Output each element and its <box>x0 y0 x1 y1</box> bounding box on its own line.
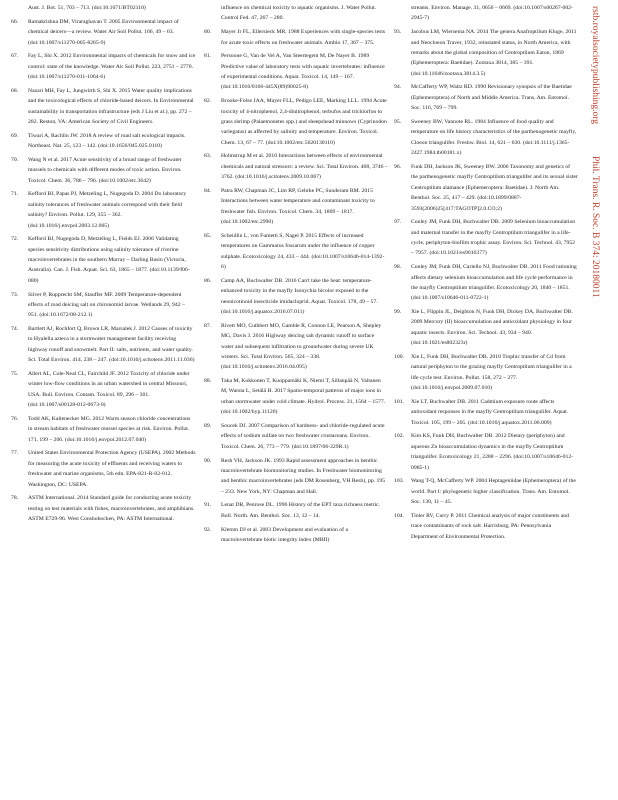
reference-text: Silver P, Rupprecht SM, Stauffer MF. 2009 Temperature-dependent effects of road deicing salt on chironomid larvae. Wetlands 29, 942 – 951. (doi:10.1672/08-212.1) <box>28 291 185 319</box>
reference-item <box>394 262 578 304</box>
reference-text: Klemm DJ et al. 2003 Development and evaluation of a macroinvertebrate biotic integrity index (MBII) <box>221 526 348 543</box>
reference-item <box>394 27 578 79</box>
reference-text: Fay L, Shi X. 2012 Environmental impacts of chemicals for snow and ice control: state of the knowledge. Water Air Soil Pollut. 223, 2751 – 2770. (doi:10.1007/s11270-011-1064-6) <box>28 53 196 81</box>
reference-text: Scheidlin L, von Fumetti S, Nagel P. 2015 Effects of increased temperatures on Gammarus fossarum under the influence of copper sulphate. Ecotoxicology 24, 433 – 444. (doi:10.1007/s10646-014-1392-6) <box>221 232 385 271</box>
reference-number: 74. <box>11 326 19 333</box>
reference-item <box>11 3 196 13</box>
reference-text: Mayer Jr FL, Ellersieck MR. 1988 Experiences with single-species tests for acute toxic effects on freshwater animals. Ambio 17, 367 – 375. <box>221 29 386 46</box>
reference-number: 70. <box>11 156 19 163</box>
reference-text: Ramakrishna DM, Viraraghavan T. 2005 Environmental impact of chemical deicers—a review. Water Air Soil Pollut. 166, 49 – 63. (doi:10.1007/s11270-005-8265-9) <box>28 18 179 46</box>
references-column-3 <box>394 3 578 545</box>
reference-item <box>204 321 388 373</box>
reference-text: Tinler RV, Curry P. 2011 Chemical analysis of major constituents and trace contaminants of rock salt. Harrisburg, PA: Pennsylvania Department of Environmental Protection. <box>411 512 569 540</box>
reference-number: 75. <box>11 370 19 377</box>
reference-number: 85. <box>204 232 212 239</box>
reference-text: influence on chemical toxicity to aquatic organisms. J. Water Pollut. Control Fed. 47, 267 – 280. <box>221 5 377 22</box>
reference-item <box>11 234 196 286</box>
reference-item <box>11 131 196 152</box>
reference-item <box>204 525 388 546</box>
reference-text: Kim KS, Funk DH, Buchwalter DB. 2012 Dietary (periphyton) and aqueous Zn bioaccumulation dynamics in the mayfly Centroptilum triangulifer. Ecotoxicology 21, 2288 – 2296. (doi:10.1007/s10646-012-0985-1) <box>411 433 574 471</box>
reference-number: 67. <box>11 53 19 60</box>
reference-item <box>11 17 196 48</box>
reference-text: Nazari MH, Fay L, Jungwirth S, Shi X. 2015 Water quality implications and the toxicological effects of chloride-based deicers. In Environmental sustainability in transportation infrastructure (eds J Liu et al.), pp. 272 – 282. Reston, VA: American Society of Civil Engineers. <box>28 87 194 125</box>
reference-number: 78. <box>11 495 19 502</box>
reference-item <box>11 189 196 231</box>
reference-number: 102. <box>394 433 404 440</box>
reference-item <box>204 51 388 93</box>
reference-item <box>394 82 578 113</box>
reference-number: 82. <box>204 98 212 105</box>
reference-text: Sweeney BW, Vannote RL. 1984 Influence of food quality and temperature on life history characteristics of the parthenogenetic mayfly, Cloeon triangulifer. Freshw. Biol. 14, 621 – 630. (doi:10.1111/j.1365-2427.1984.tb00181.x) <box>411 118 577 157</box>
reference-text: Patra RW, Chapman JC, Lim RP, Gehrke PC, Sunderam RM. 2015 Interactions between water temperature and contaminant toxicity to freshwater fish. Environ. Toxicol. Chem. 34, 1809 – 1817. (doi:10.1002/etc.2990) <box>221 187 375 226</box>
reference-text: Kefford BJ, Papas PJ, Metzeling L, Nugegoda D. 2004 Do laboratory salinity tolerances of freshwater animals correspond with their field salinity? Environ. Pollut. 129, 355 – 362. (doi:10.1016/j.envpol.2003.12.005) <box>28 191 187 229</box>
reference-number: 77. <box>11 450 19 457</box>
reference-number: 95. <box>394 118 402 125</box>
reference-text: Kefford BJ, Nugegoda D, Metzeling L, Fields EJ. 2006 Validating species sensitivity distributions using salinity tolerance of riverine macroinvertebrates in the southern Murray – Darling Basin (Victoria, Australia). Can. J. Fish. Aquat. Sci. 63, 1865 – 1877. (doi:10.1139/f06-080) <box>28 236 190 284</box>
reference-item <box>394 431 578 473</box>
reference-item <box>11 51 196 82</box>
reference-item <box>204 96 388 148</box>
reference-number: 72. <box>11 236 19 243</box>
reference-text: Camp AA, Buchwalter DB. 2016 Can't take the heat: temperature-enhanced toxicity in the mayfly Isonychia bicolor exposed to the neonicotinoid insecticide imidacloprid. Aquat. Toxicol. 178, 49 – 57. (doi:10.1016/j.aquatox.2016.07.011) <box>221 277 378 316</box>
reference-item <box>11 324 196 366</box>
reference-number: 90. <box>204 457 212 464</box>
references-column-2 <box>204 3 388 549</box>
reference-item <box>394 217 578 259</box>
reference-item <box>11 448 196 490</box>
reference-text: McCafferty WP, Waltz RD. 1990 Revisionary synopsis of the Baetidae (Ephemeroptera) of North and Middle America. Trans. Am. Entomol. Soc. 116, 769 – 799. <box>411 84 572 112</box>
references-column-1 <box>11 3 196 528</box>
reference-item <box>394 397 578 428</box>
reference-item <box>394 476 578 507</box>
reference-text: Xie L, Flippin JL, Deighton N, Funk DH, Dickey DA, Buchwalter DB. 2009 Mercury (II) bioaccumulation and antioxidant physiology in four aquatic insects. Environ. Sci. Technol. 43, 934 – 940. (doi:10.1021/es802323r) <box>411 309 573 347</box>
reference-text: Taka M, Kokkonen T, Kuoppamäki K, Niemi T, Sillanpää N, Valtanen M, Warsta L, Setälä H. 2017 Spatio-temporal patterns of major ions in urban stormwater under cold climate. Hydrol. Process. 31, 1564 – 1577. (doi:10.1002/hyp.11126) <box>221 378 386 416</box>
reference-text: Soucek DJ. 2007 Comparison of hardness- and chloride-regulated acute effects of sodium sulfate on two freshwater crustaceans. Environ. Toxicol. Chem. 26, 773 – 779. (doi:10.1897/06-229R.1) <box>221 423 385 450</box>
reference-item <box>204 231 388 273</box>
reference-text: Xie LT, Buchwalter DB. 2011 Cadmium exposure route affects antioxidant responses in the mayfly Centroptilum triangulifer. Aquat. Toxicol. 105, 199 – 205. (doi:10.1016/j.aquatox.2011.06.009) <box>411 398 569 426</box>
reference-item <box>204 186 388 228</box>
reference-number: 98. <box>394 264 402 271</box>
reference-number: 94. <box>394 84 402 91</box>
reference-text: Brooke-Folse JAA, Mayer FLL, Pedigo LEE, Marking LLL. 1994 Acute toxicity of 4-nitrophenol, 2,4-dinitrophenol, terbufos and trichlorfon to grass shrimp (Palaemonetes spp.) and sheepshead minnows (Cyprinodon variegatus) as affected by salinity and temperature. Environ. Toxicol. Chem. 13, 67 – 77. (doi:10.1002/etc.5620130110) <box>221 98 387 146</box>
reference-item <box>204 276 388 318</box>
reference-number: 88. <box>204 378 212 385</box>
reference-number: 66. <box>11 18 19 25</box>
reference-text: United States Environmental Protection Agency (USEPA). 2002 Methods for measuring the acute toxicity of effluents and receiving waters to freshwater and marine organisms, 5th edn. EPA-821-R-02-012. Washington, DC: USEPA. <box>28 450 196 488</box>
reference-text: Bartlett AJ, Rochfort Q, Brown LR, Marsalek J. 2012 Causes of toxicity to Hyalella azteca in a stormwater management facility receiving highway runoff and snowmelt. Part II: salts, nutrients, and water quality. Sci. Total Environ. 414, 238 – 247. (doi:10.1016/j.scitotenv.2011.11.036) <box>28 326 195 364</box>
reference-number: 86. <box>204 277 212 284</box>
reference-text: Aust. J. Bot. 51, 703 – 713. (doi:10.1071/BT02110) <box>28 5 146 11</box>
reference-item <box>204 500 388 521</box>
reference-number: 71. <box>11 191 19 198</box>
reference-text: Lenat DR, Penrose DL. 1996 History of the EPT taxa richness metric. Bull. North. Am. Benthol. Soc. 13, 12 – 14. <box>221 502 381 519</box>
reference-item <box>11 414 196 445</box>
reference-number: 73. <box>11 291 19 298</box>
reference-number: 76. <box>11 415 19 422</box>
reference-number: 87. <box>204 322 212 329</box>
reference-item <box>204 376 388 418</box>
reference-text: Allert AL, Cole-Neal CL, Fairchild JF. 2012 Toxicity of chloride under winter low-flow conditions in an urban watershed in central Missouri, USA. Bull. Environ. Contam. Toxicol. 89, 296 – 301. (doi:10.1007/s00128-012-0673-0) <box>28 370 190 409</box>
reference-item <box>394 3 578 24</box>
reference-text: Wang N et al. 2017 Acute sensitivity of a broad range of freshwater mussels to chemicals with different modes of toxic action. Environ. Toxicol. Chem. 36, 786 – 796. (doi:10.1002/etc.3642) <box>28 156 182 184</box>
reference-number: 93. <box>394 29 402 36</box>
reference-item <box>204 151 388 182</box>
reference-number: 92. <box>204 526 212 533</box>
reference-number: 101. <box>394 398 404 405</box>
reference-number: 83. <box>204 153 212 160</box>
reference-text: Persoone G, Van de Vel A, Van Steertegem M, De Nayer B. 1989 Predictive value of laboratory tests with aquatic invertebrates: influence of experimental conditions. Aquat. Toxicol. 14, 149 – 167. (doi:10.1016/0166-445X(89)90025-8) <box>221 53 385 91</box>
reference-number: 96. <box>394 163 402 170</box>
reference-number: 91. <box>204 502 212 509</box>
reference-number: 80. <box>204 29 212 36</box>
reference-item <box>11 290 196 321</box>
reference-number: 104. <box>394 512 404 519</box>
running-header <box>588 6 602 298</box>
reference-item <box>204 3 388 24</box>
reference-number: 89. <box>204 423 212 429</box>
reference-text: Funk DH, Jackson JK, Sweeney BW. 2006 Taxonomy and genetics of the parthenogenetic mayfly Centroptilum triangulifer and its sexual sister Centroptilum alamance (Ephemeroptera: Baetidae). J. North Am. Benthol. Soc. 25, 417 – 429. (doi:10.1899/0887-3593(2006)25[417:TAGOTP]2.0.CO;2) <box>411 163 578 212</box>
reference-item <box>204 421 388 452</box>
reference-text: Tiwari A, Rachlin JW. 2018 A review of road salt ecological impacts. Northeast. Nat. 25, 123 – 142. (doi:10.1656/045.025.0110) <box>28 132 186 150</box>
reference-number: 100. <box>394 353 404 360</box>
reference-number: 97. <box>394 219 402 226</box>
reference-item <box>394 307 578 349</box>
reference-number: 81. <box>204 53 212 60</box>
reference-text: Xie L, Funk DH, Buchwalter DB. 2010 Trophic transfer of Cd from natural periphyton to the grazing mayfly Centroptilum triangulifer in a life cycle test. Environ. Pollut. 158, 272 – 277. (doi:10.1016/j.envpol.2009.07.010) <box>411 353 572 392</box>
reference-item <box>11 493 196 524</box>
reference-item <box>204 27 388 48</box>
reference-number: 68. <box>11 87 19 94</box>
reference-item <box>11 86 196 128</box>
reference-text: Holmstrup M et al. 2010 Interactions between effects of environmental chemicals and natural stressors: a review. Sci. Total Environ. 408, 3746 – 3762. (doi:10.1016/j.scitotenv.2009.10.067) <box>221 153 388 181</box>
reference-text: ASTM International. 2014 Standard guide for conducting acute toxicity testing on test materials with fishes, macroinvertebrates, and amphibians. ASTM E729-96. West Conshohocken, PA: ASTM International. <box>28 495 195 523</box>
reference-text: Resh VH, Jackson JK. 1993 Rapid assessment approaches in benthic macroinvertebrate biomonitoring studies. In Freshwater biomonitoring and benthic macroinvertebrates (eds DM Rosenberg, VH Resh), pp. 195 – 233. New York, NY: Chapman and Hall. <box>221 457 386 495</box>
reference-item <box>394 162 578 214</box>
journal-site-link[interactable]: rstb.royalsocietypublishing.org <box>590 6 600 125</box>
reference-number: 84. <box>204 187 212 194</box>
journal-citation: Phil. Trans. R. Soc. B 374: 20180011 <box>590 156 600 298</box>
reference-item <box>204 456 388 498</box>
reference-text: Wang T-Q, McCafferty WP. 2004 Heptageniidae (Ephemeroptera) of the world. Part I: phylogenetic higher classification. Trans. Am. Entomol. Soc. 130, 11 – 45. <box>411 478 576 506</box>
reference-item <box>394 117 578 159</box>
reference-text: Conley JM, Funk DH, Cariello NJ, Buchwalter DB. 2011 Food rationing affects dietary selenium bioaccumulation and life cycle performance in the mayfly Centroptilum triangulifer. Ecotoxicology 20, 1840 – 1851. (doi:10.1007/s10646-011-0722-1) <box>411 264 577 302</box>
reference-number: 99. <box>394 309 402 316</box>
reference-number: 69. <box>11 132 19 139</box>
reference-item <box>394 511 578 542</box>
reference-text: Todd AK, Kaltenecker MG. 2012 Warm season chloride concentrations in stream habitats of freshwater mussel species at risk. Environ. Pollut. 171, 199 – 206. (doi:10.1016/j.envpol.2012.07.040) <box>28 415 191 443</box>
reference-item <box>11 369 196 411</box>
reference-item <box>11 155 196 186</box>
reference-number: 103. <box>394 478 404 485</box>
reference-text: streams. Environ. Manage. 31, 0656 – 0669. (doi:10.1007/s00267-002-2945-7) <box>411 5 573 22</box>
reference-text: Conley JM, Funk DH, Buchwalter DB. 2009 Selenium bioaccumulation and maternal transfer in the mayfly Centroptilum triangulifer in a life-cycle, periphyton-biofilm trophic assay. Environ. Sci. Technol. 43, 7952 – 7957. (doi:10.1021/es9016377) <box>411 219 576 257</box>
reference-text: Jacobus LM, Wiersema NA. 2014 The genera Anafroptilum Kluge, 2011 and Neocloeon Traver, 1932, reinstated status, in North America, with remarks about the global composition of Centroptilum Eaton, 1869 (Ephemeroptera: Baetidae). Zootaxa 3814, 385 – 391. (doi:10.11646/zootaxa.3814.3.5) <box>411 29 577 77</box>
reference-text: Rivett MO, Cuthbert MO, Gamble R, Connon LE, Pearson A, Shepley MG, Davis J. 2016 Highway deicing salt dynamic runoff to surface water and subsequent infiltration to groundwater during severe UK winters. Sci. Total Environ. 565, 324 – 338. (doi:10.1016/j.scitotenv.2016.04.095) <box>221 322 382 371</box>
reference-item <box>394 352 578 394</box>
